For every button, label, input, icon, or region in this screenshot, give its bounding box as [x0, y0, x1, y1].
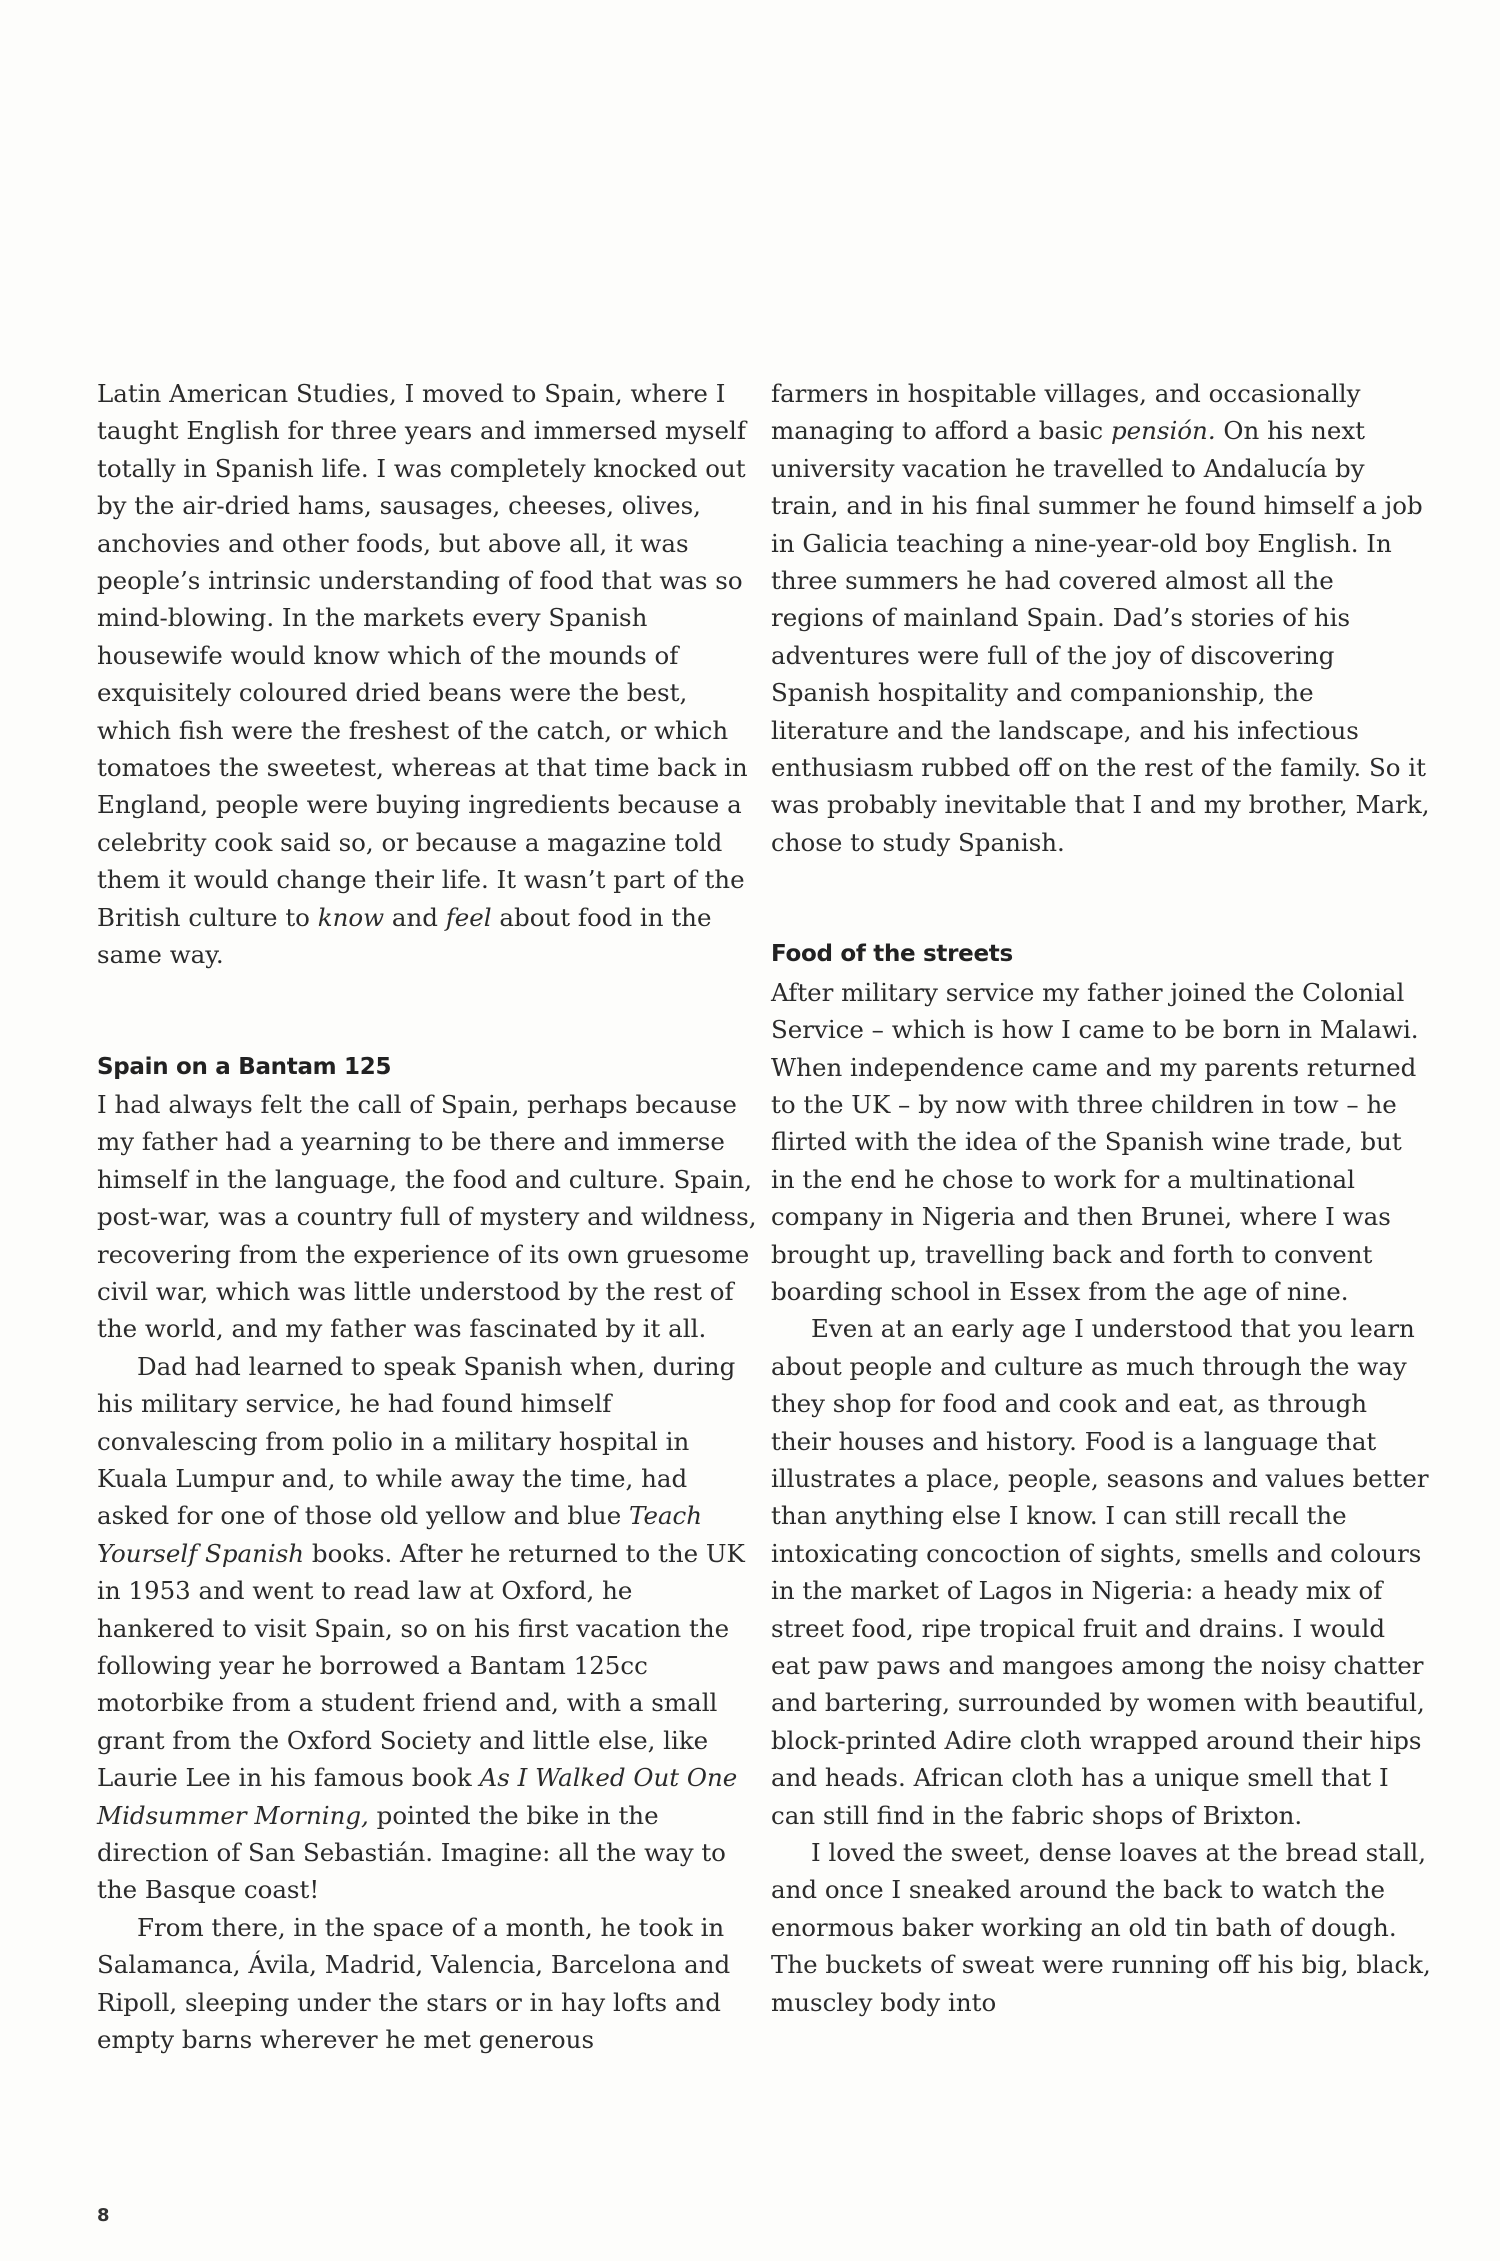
body-paragraph: Dad had learned to speak Spanish when, during his military service, he had found himself convalescing from polio in a military hospital in Kuala Lumpur and, to while away the time, had asked for one of those old yellow and blue Teach Yourself Spanish books. After he returned to the UK in 1953 and went to read law at Oxford, he hankered to visit Spain, so on his first vacation the following year he borrowed a Bantam 125cc motorbike from a student friend and, with a small grant from the Oxford Society and little else, like Laurie Lee in his famous book As I Walked Out One Midsummer Morning, pointed the bike in the direction of San Sebastián. Imagine: all the way to the Basque coast!: [97, 1351, 745, 1905]
book-title-laurie-lee: As I Walked Out One Midsummer Morning,: [97, 1763, 738, 1830]
section-heading-spain-bantam: Spain on a Bantam 125: [97, 1053, 392, 1080]
body-paragraph: Even at an early age I understood that you learn about people and culture as much through the way they shop for food and cook and eat, as through their houses and history. Food is a language that illustrates a place, people, seasons and values better than anything else I know. I can still recall the intoxicating concoction of sights, smells and colours in the market of Lagos in Nigeria: a heady mix of street food, ripe tropical fruit and drains. I would eat paw paws and mangoes among the noisy chatter and bartering, surrounded by women with beautiful, block-printed Adire cloth wrapped around their hips and heads. African cloth has a unique smell that I can still find in the fabric shops of Brixton.: [771, 1314, 1429, 1830]
body-paragraph: I loved the sweet, dense loaves at the bread stall, and once I sneaked around the back to watch the enormous baker working an old tin bath of dough. The buckets of sweat were running off his big, black, muscley body into: [771, 1838, 1431, 2017]
section-heading-food-streets: Food of the streets: [771, 941, 1013, 968]
right-column: [771, 375, 1431, 2021]
body-paragraph: I had always felt the call of Spain, perhaps because my father had a yearning to be there and immerse himself in the language, the food and culture. Spain, post-war, was a country full of mystery and wildness, recovering from the experience of its own gruesome civil war, which was little understood by the rest of the world, and my father was fascinated by it all.: [97, 1089, 757, 1344]
intro-paragraph: Latin American Studies, I moved to Spain, where I taught English for three years and immersed myself totally in Spanish life. I was completely knocked out by the air-dried hams, sausages, cheeses, olives, anchovies and other foods, but above all, it was people’s intrinsic understanding of food that was so mind-blowing. In the markets every Spanish housewife would know which of the mounds of exquisitely coloured dried beans were the best, which fish were the freshest of the catch, or which tomatoes the sweetest, whereas at that time back in England, people were buying ingredients because a celebrity cook said so, or because a magazine told them it would change their life. It wasn’t part of the British culture to know and feel about food in the same way.: [97, 379, 748, 970]
page-number: 8: [97, 2205, 110, 2226]
continuation-paragraph: farmers in hospitable villages, and occasionally managing to afford a basic pensión. On his next university vacation he travelled to Andalucía by train, and in his final summer he found himself a job in Galicia teaching a nine-year-old boy English. In three summers he had covered almost all the regions of mainland Spain. Dad’s stories of his adventures were full of the joy of discovering Spanish hospitality and companionship, the literature and the landscape, and his infectious enthusiasm rubbed off on the rest of the family. So it was probably inevitable that I and my brother, Mark, chose to study Spanish.: [771, 379, 1430, 857]
body-paragraph: From there, in the space of a month, he took in Salamanca, Ávila, Madrid, Valencia, Barcelona and Ripoll, sleeping under the stars or in hay lofts and empty barns wherever he met generous: [97, 1912, 731, 2055]
body-paragraph: After military service my father joined the Colonial Service – which is how I came to be born in Malawi. When independence came and my parents returned to the UK – by now with three children in tow – he flirted with the idea of the Spanish wine trade, but in the end he chose to work for a multinational company in Nigeria and then Brunei, where I was brought up, travelling back and forth to convent boarding school in Essex from the age of nine.: [771, 977, 1419, 1306]
emphasis-feel: feel: [445, 902, 492, 932]
left-column: [97, 375, 757, 2058]
book-title-teach-yourself: Teach Yourself Spanish: [97, 1501, 703, 1568]
emphasis-pension: pensión.: [1110, 416, 1216, 446]
emphasis-know: know: [317, 902, 385, 932]
